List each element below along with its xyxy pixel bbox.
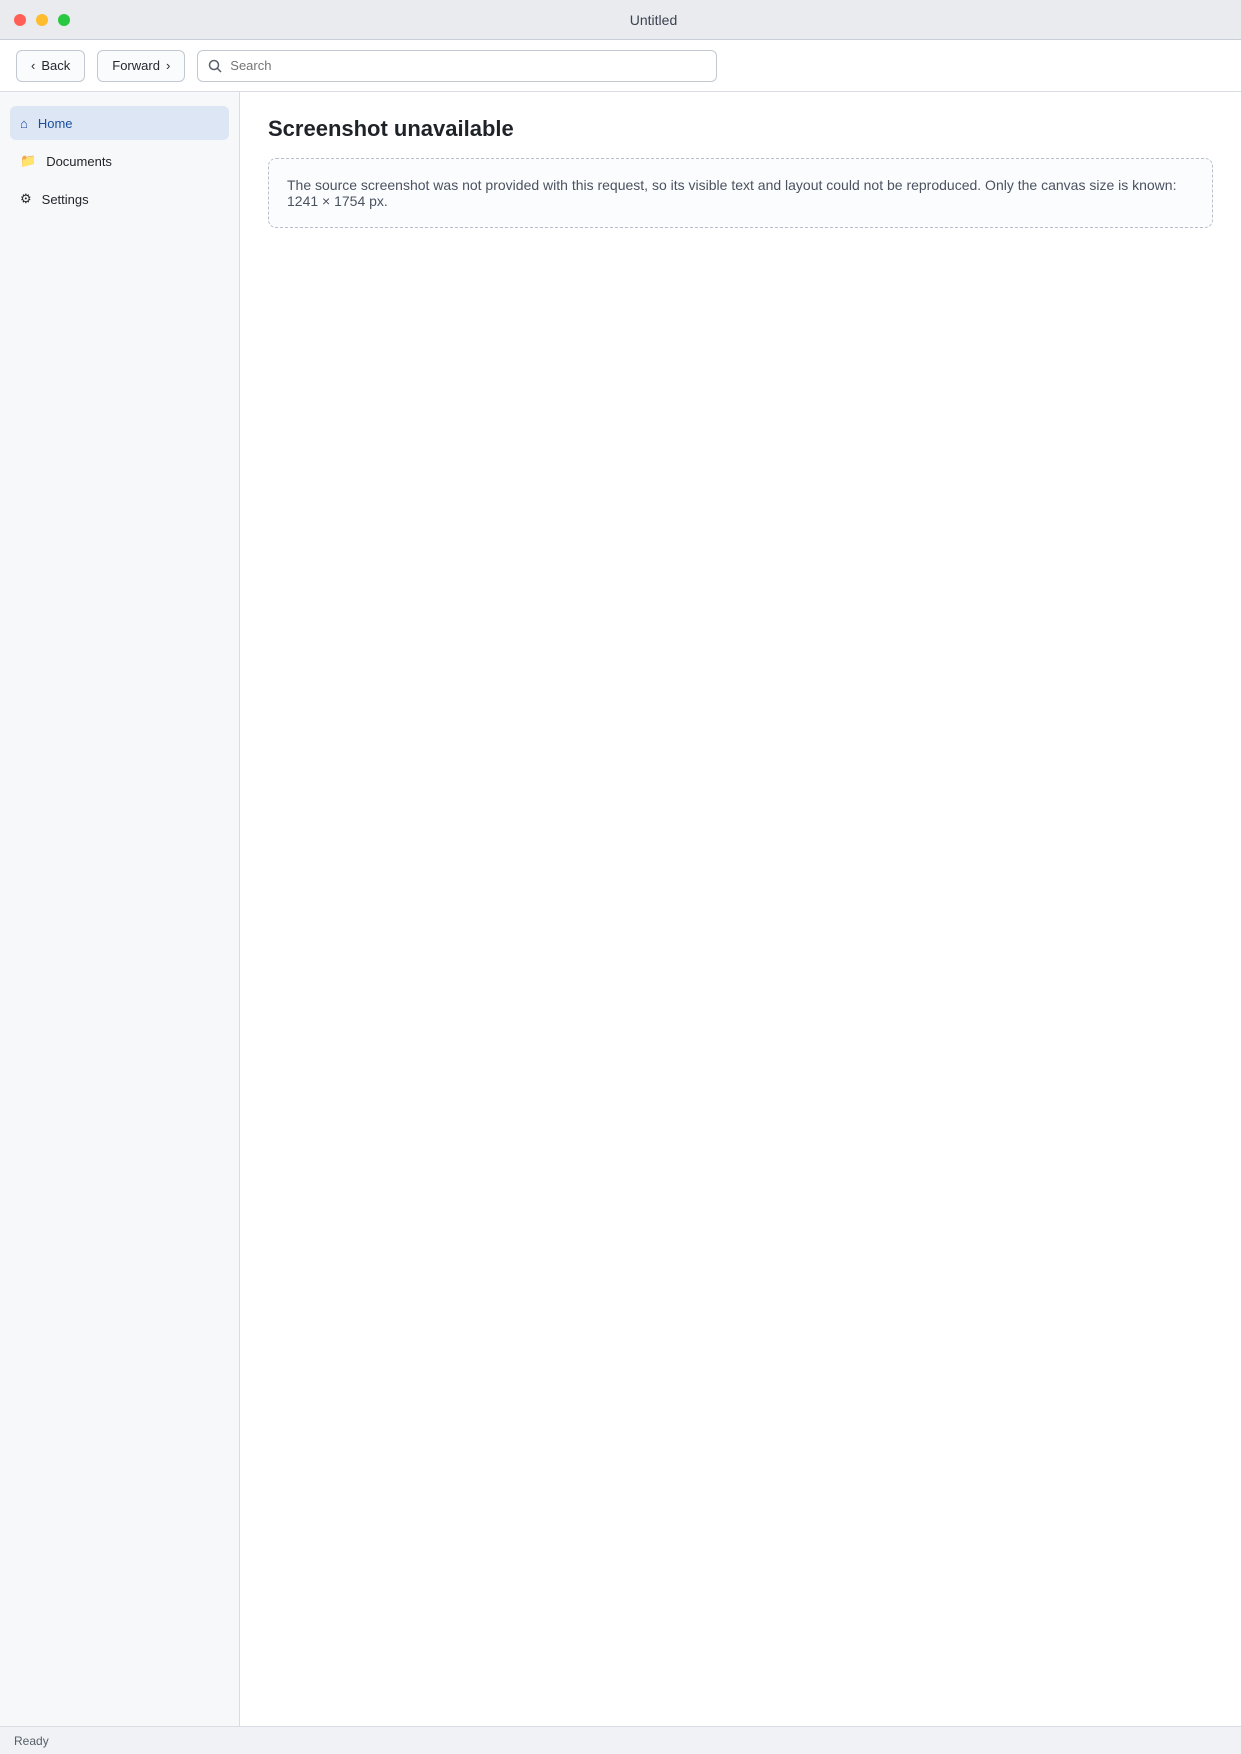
- folder-icon: 📁: [20, 153, 37, 168]
- sidebar-item-label: Home: [37, 115, 73, 131]
- forward-label: Forward: [112, 58, 160, 73]
- page-title: Screenshot unavailable: [268, 116, 514, 141]
- chevron-left-icon: ‹: [31, 58, 36, 73]
- sidebar-item-label: Documents: [46, 153, 112, 169]
- sidebar-item-label: Settings: [41, 191, 89, 207]
- back-label: Back: [41, 58, 71, 73]
- home-icon: ⌂: [20, 115, 28, 131]
- sidebar: [0, 92, 240, 1726]
- sidebar-item-home[interactable]: [10, 106, 229, 140]
- missing-screenshot-notice: The source screenshot was not provided with this request, so its visible text and layout could not be reproduced. Only the canvas size is known: 1241 × 1754 px.: [268, 158, 1213, 228]
- sidebar-item-documents[interactable]: [10, 144, 229, 178]
- close-window-button[interactable]: [14, 14, 26, 26]
- gear-icon: ⚙: [20, 191, 32, 206]
- minimize-window-button[interactable]: [36, 14, 48, 26]
- toolbar: [0, 40, 1241, 92]
- status-text: Ready: [14, 1733, 49, 1748]
- maximize-window-button[interactable]: [58, 14, 70, 26]
- search-icon: [208, 59, 222, 73]
- title-bar: [0, 0, 1241, 40]
- chevron-right-icon: ›: [165, 58, 171, 73]
- forward-button[interactable]: [97, 50, 185, 82]
- search-input[interactable]: [230, 58, 706, 73]
- search-box[interactable]: [197, 50, 717, 82]
- sidebar-item-settings[interactable]: [10, 182, 229, 216]
- status-bar: [0, 1726, 1241, 1754]
- window-title: Untitled: [629, 11, 678, 28]
- content-area: [0, 92, 1241, 1726]
- main-panel: [240, 92, 1241, 1726]
- back-button[interactable]: [16, 50, 85, 82]
